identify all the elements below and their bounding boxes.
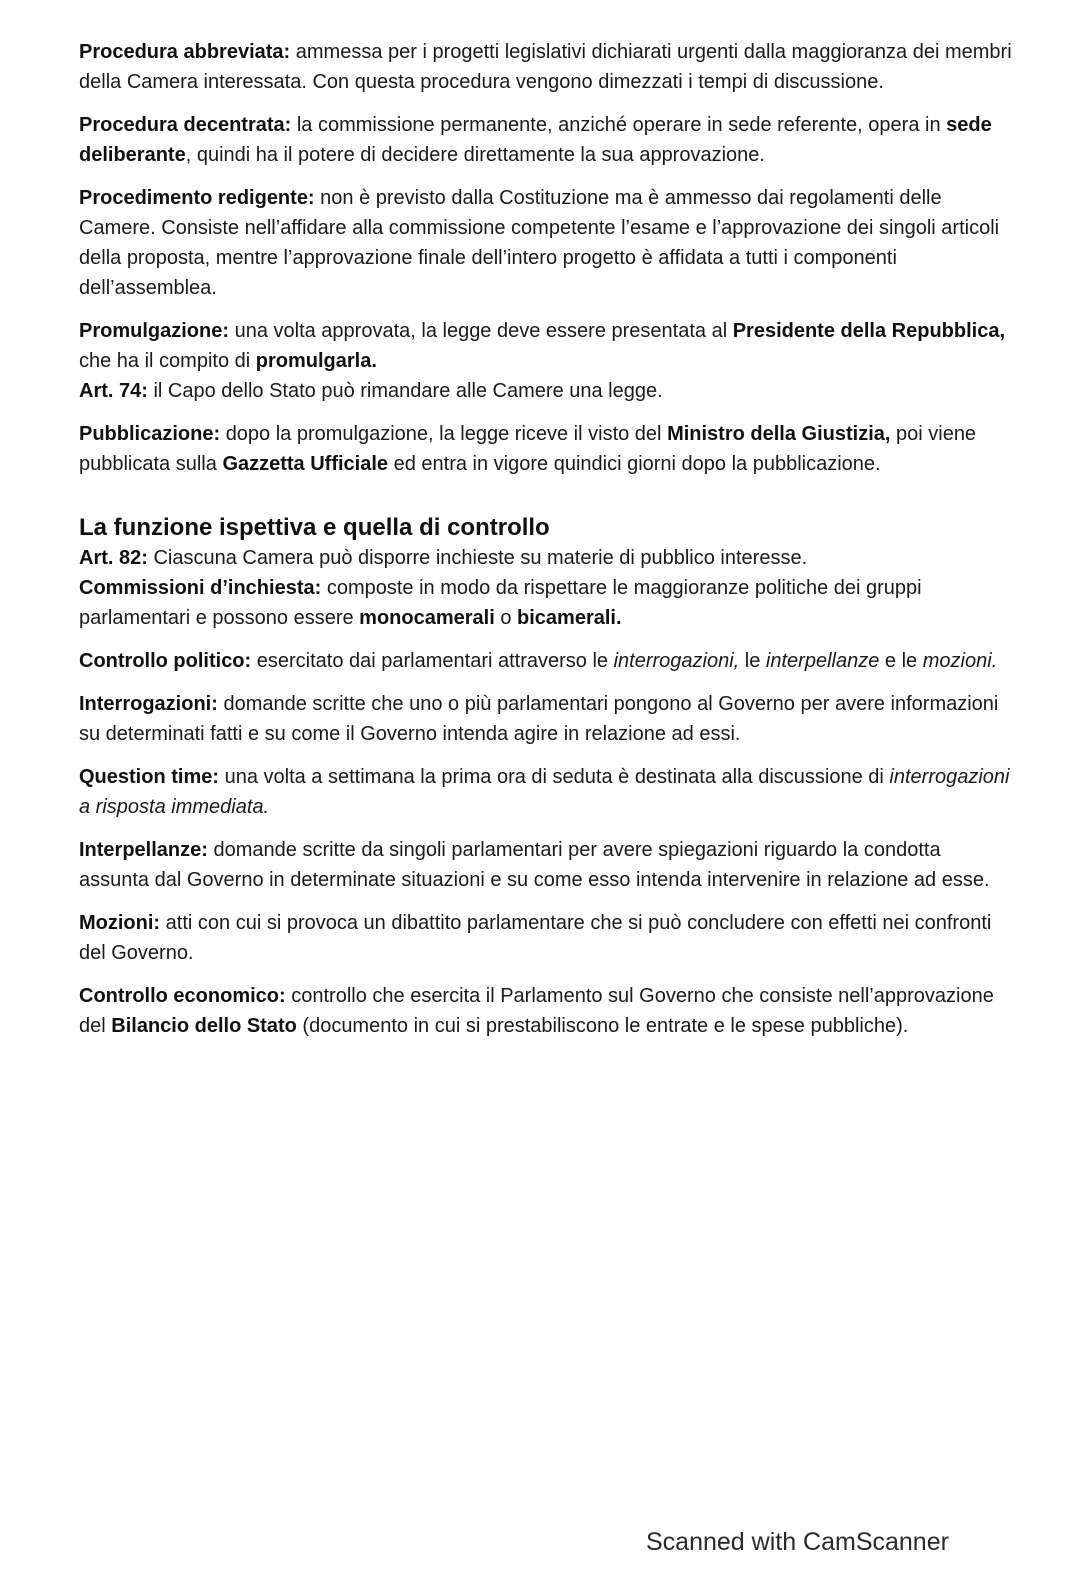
term-art-74: Art. 74:: [79, 380, 148, 402]
term-interpellanze: Interpellanze:: [79, 839, 208, 861]
text-promulgazione-1: una volta approvata, la legge deve essere presentata al: [234, 320, 728, 342]
bold-promulgarla: promulgarla.: [255, 350, 377, 372]
text-controllo-economico-1: controllo che esercita il Parlamento sul Governo che consiste nell’approvazione del: [79, 985, 994, 1037]
paragraph-question-time: [79, 762, 1014, 822]
camscanner-watermark: Scanned with CamScanner: [646, 1528, 949, 1556]
term-procedimento-redigente: Procedimento redigente:: [79, 187, 315, 209]
italic-interpellanze: interpellanze: [765, 650, 880, 672]
italic-interrogazioni: interrogazioni,: [613, 650, 740, 672]
bold-bicamerali: bicamerali.: [517, 607, 622, 629]
line-art-82: [79, 543, 1014, 573]
text-procedura-decentrata-1: la commissione permanente, anziché operare in sede referente, opera in: [296, 114, 941, 136]
text-question-time: una volta a settimana la prima ora di seduta è destinata alla discussione di: [224, 766, 884, 788]
paragraph-procedura-decentrata: [79, 110, 1014, 170]
bold-bilancio-stato: Bilancio dello Stato: [111, 1015, 297, 1037]
term-procedura-abbreviata: Procedura abbreviata:: [79, 41, 291, 63]
text-controllo-economico-2: (documento in cui si prestabiliscono le entrate e le spese pubbliche).: [302, 1015, 909, 1037]
section-heading: La funzione ispettiva e quella di controllo: [79, 514, 550, 541]
text-procedimento-redigente: non è previsto dalla Costituzione ma è ammesso dai regolamenti delle Camere. Consiste nell’affidare alla commissione competente l’esame e l’approvazione dei singoli articoli della proposta, mentre l’approvazione finale dell’intero progetto è affidata a tutti i componenti dell’assemblea.: [79, 187, 1000, 299]
text-mozioni: atti con cui si provoca un dibattito parlamentare che si può concludere con effetti nei confronti del Governo.: [79, 912, 992, 964]
text-promulgazione-2: che ha il compito di: [79, 350, 251, 372]
text-interpellanze: domande scritte da singoli parlamentari per avere spiegazioni riguardo la condotta assunta dal Governo in determinate situazioni e su come esso intenda intervenire in relazione ad esse.: [79, 839, 990, 891]
bold-gazzetta-ufficiale: Gazzetta Ufficiale: [222, 453, 389, 475]
text-commissioni-2: o: [500, 607, 512, 629]
paragraph-mozioni: [79, 908, 1014, 968]
term-procedura-decentrata: Procedura decentrata:: [79, 114, 292, 136]
paragraph-interpellanze: [79, 835, 1014, 895]
paragraph-controllo-politico: [79, 646, 1014, 676]
text-art-74: il Capo dello Stato può rimandare alle Camere una legge.: [153, 380, 663, 402]
italic-mozioni: mozioni.: [922, 650, 998, 672]
italic-risposta-immediata: interrogazioni a risposta immediata.: [79, 766, 1010, 818]
bold-presidente-repubblica: Presidente della Repubblica,: [732, 320, 1006, 342]
bold-sede-deliberante: sede deliberante: [79, 114, 992, 166]
text-pubblicazione-3: ed entra in vigore quindici giorni dopo la pubblicazione.: [393, 453, 881, 475]
text-pubblicazione-2: poi viene pubblicata sulla: [79, 423, 977, 475]
term-controllo-economico: Controllo economico:: [79, 985, 286, 1007]
text-pubblicazione-1: dopo la promulgazione, la legge riceve il visto del: [225, 423, 662, 445]
term-pubblicazione: Pubblicazione:: [79, 423, 221, 445]
text-controllo-politico-1: esercitato dai parlamentari attraverso le: [256, 650, 609, 672]
text-procedura-decentrata-2: , quindi ha il potere di decidere direttamente la sua approvazione.: [185, 144, 765, 166]
document-page: [79, 37, 1014, 1054]
term-controllo-politico: Controllo politico:: [79, 650, 252, 672]
text-controllo-politico-2: le: [744, 650, 761, 672]
term-promulgazione: Promulgazione:: [79, 320, 230, 342]
paragraph-procedimento-redigente: [79, 183, 1014, 303]
paragraph-interrogazioni: [79, 689, 1014, 749]
paragraph-procedura-abbreviata: [79, 37, 1014, 97]
text-procedura-abbreviata: ammessa per i progetti legislativi dichiarati urgenti dalla maggioranza dei membri della Camera interessata. Con questa procedura vengono dimezzati i tempi di discussione.: [79, 41, 1012, 93]
line-art-74: [79, 376, 1014, 406]
paragraph-art82-commissioni: [79, 543, 1014, 633]
term-interrogazioni: Interrogazioni:: [79, 693, 218, 715]
term-commissioni-inchiesta: Commissioni d’inchiesta:: [79, 577, 322, 599]
term-question-time: Question time:: [79, 766, 220, 788]
paragraph-controllo-economico: [79, 981, 1014, 1041]
paragraph-pubblicazione: [79, 419, 1014, 479]
bold-ministro-giustizia: Ministro della Giustizia,: [667, 423, 891, 445]
paragraph-promulgazione: [79, 316, 1014, 406]
text-art-82: Ciascuna Camera può disporre inchieste su materie di pubblico interesse.: [153, 547, 808, 569]
term-mozioni: Mozioni:: [79, 912, 161, 934]
text-controllo-politico-3: e le: [884, 650, 918, 672]
bold-monocamerali: monocamerali: [359, 607, 495, 629]
text-interrogazioni: domande scritte che uno o più parlamentari pongono al Governo per avere informazioni su determinati fatti e su come il Governo intenda agire in relazione ad essi.: [79, 693, 999, 745]
term-art-82: Art. 82:: [79, 547, 148, 569]
text-commissioni-1: composte in modo da rispettare le maggioranze politiche dei gruppi parlamentari e possono essere: [79, 577, 922, 629]
